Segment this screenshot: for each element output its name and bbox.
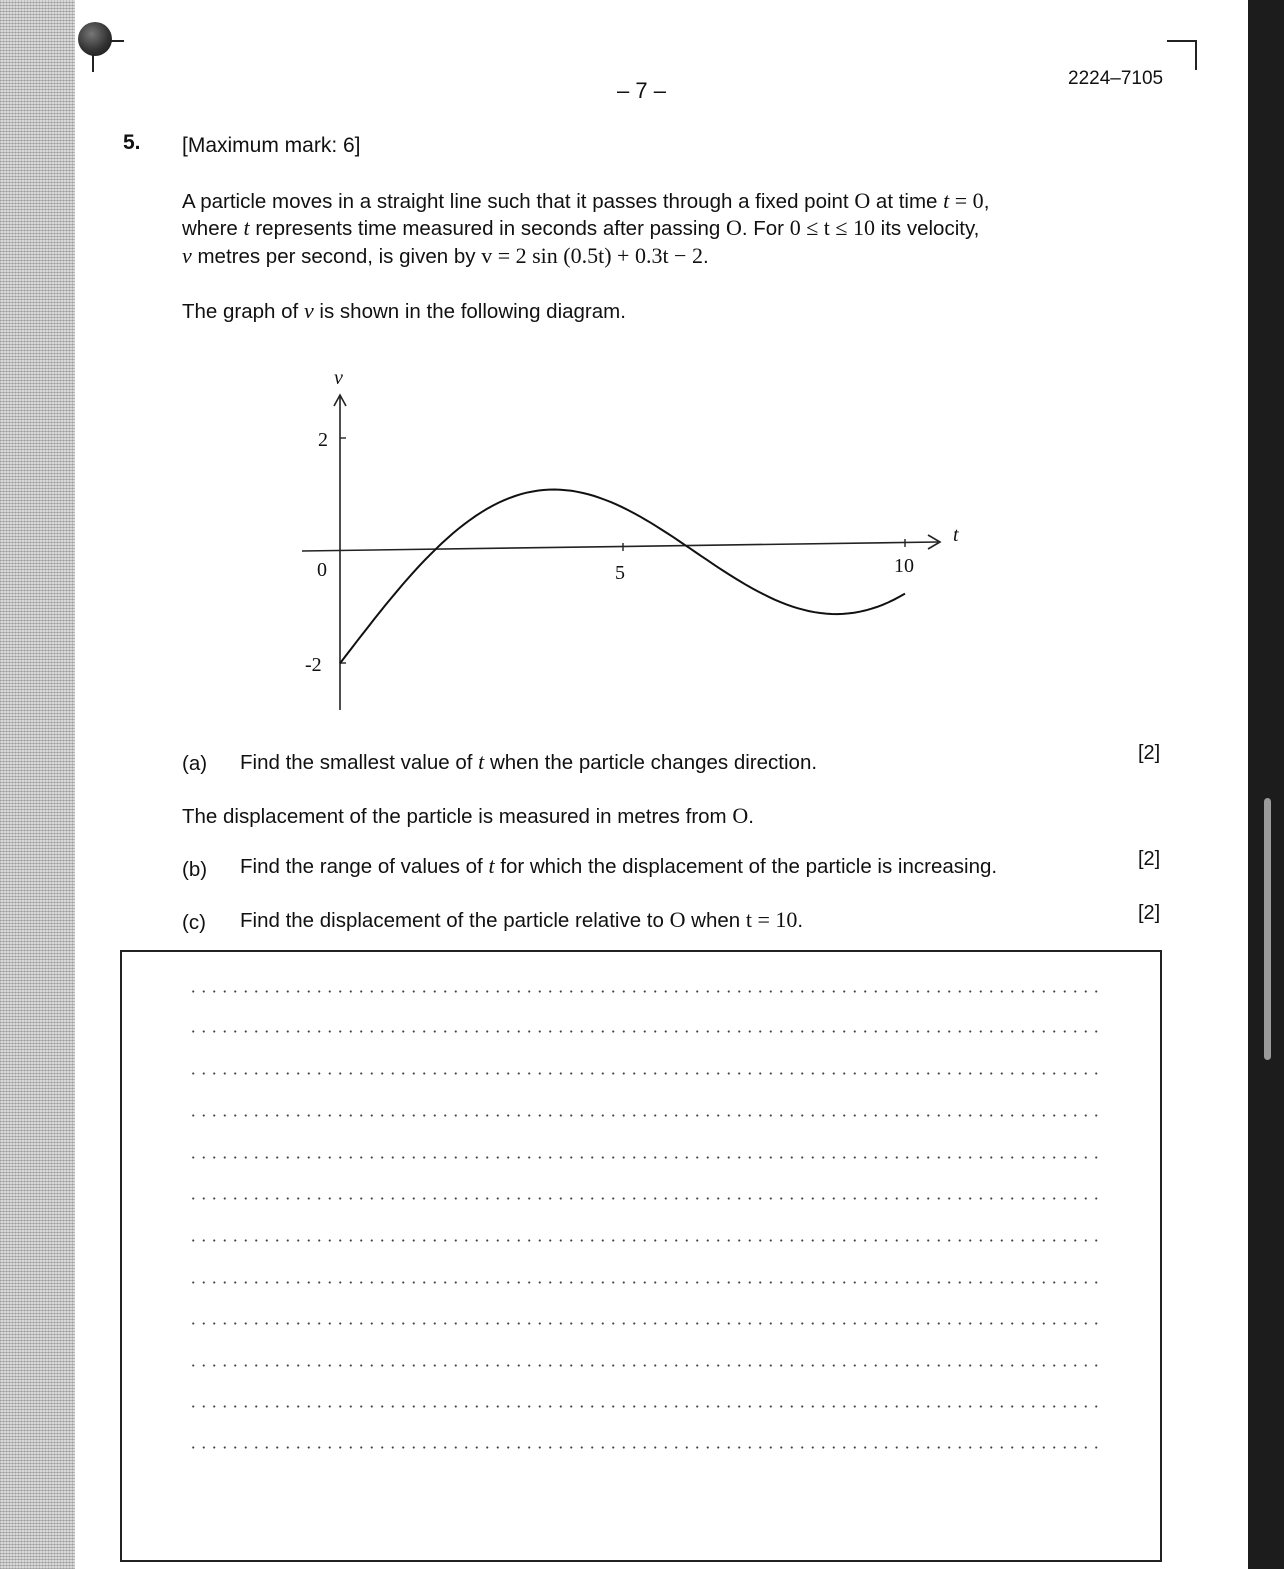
intro-line-3: v metres per second, is given by v = 2 sin (0.5t) + 0.3t − 2. — [182, 243, 709, 268]
t-axis — [302, 542, 938, 551]
answer-line[interactable] — [188, 990, 1098, 993]
part-b-text: Find the range of values of t for which the displacement of the particle is increasing. — [240, 853, 998, 878]
velocity-graph — [290, 355, 970, 725]
part-b-label: (b) — [182, 858, 208, 881]
scrollbar-thumb[interactable] — [1264, 798, 1271, 1060]
y-tick-label-minus-2: -2 — [305, 654, 322, 676]
x-tick-label-5: 5 — [615, 562, 625, 584]
question-number: 5. — [123, 131, 141, 154]
x-tick-label-10: 10 — [894, 555, 914, 577]
answer-line[interactable] — [188, 1239, 1098, 1242]
answer-line[interactable] — [188, 1281, 1098, 1284]
pushpin-icon — [78, 22, 112, 56]
pushpin-needle — [110, 40, 124, 42]
left-binding-strip — [0, 0, 75, 1569]
answer-line[interactable] — [188, 1322, 1098, 1325]
x-tick-label-0: 0 — [317, 559, 327, 581]
answer-line[interactable] — [188, 1156, 1098, 1159]
graph-intro: The graph of v is shown in the following diagram. — [182, 298, 626, 323]
corner-mark — [1167, 40, 1197, 70]
page-number: – 7 – — [617, 78, 666, 103]
part-c-marks: [2] — [1138, 902, 1161, 924]
part-c-label: (c) — [182, 911, 206, 934]
part-c-text: Find the displacement of the particle relative to O when t = 10. — [240, 907, 804, 932]
part-a-marks: [2] — [1138, 742, 1161, 764]
answer-line[interactable] — [188, 1030, 1098, 1033]
part-b-marks: [2] — [1138, 848, 1161, 870]
pushpin-foot — [92, 54, 94, 72]
y-tick-label-2: 2 — [318, 429, 328, 451]
t-axis-label: t — [953, 524, 959, 546]
intro-line-1: A particle moves in a straight line such that it passes through a fixed point O at time t = 0, — [182, 188, 990, 213]
maximum-mark: [Maximum mark: 6] — [182, 134, 361, 157]
displacement-note: The displacement of the particle is measured in metres from O. — [182, 803, 754, 828]
answer-line[interactable] — [188, 1405, 1098, 1408]
intro-line-2: where t represents time measured in seconds after passing O. For 0 ≤ t ≤ 10 its velocity, — [182, 215, 980, 240]
answer-line[interactable] — [188, 1446, 1098, 1449]
answer-line[interactable] — [188, 1114, 1098, 1117]
part-a-label: (a) — [182, 752, 208, 775]
v-axis-label: v — [334, 367, 343, 389]
answer-line[interactable] — [188, 1364, 1098, 1367]
paper-code: 2224–7105 — [1068, 68, 1164, 89]
answer-line[interactable] — [188, 1072, 1098, 1075]
part-a-text: Find the smallest value of t when the particle changes direction. — [240, 749, 818, 774]
answer-line[interactable] — [188, 1197, 1098, 1200]
answer-box[interactable] — [120, 950, 1162, 1562]
